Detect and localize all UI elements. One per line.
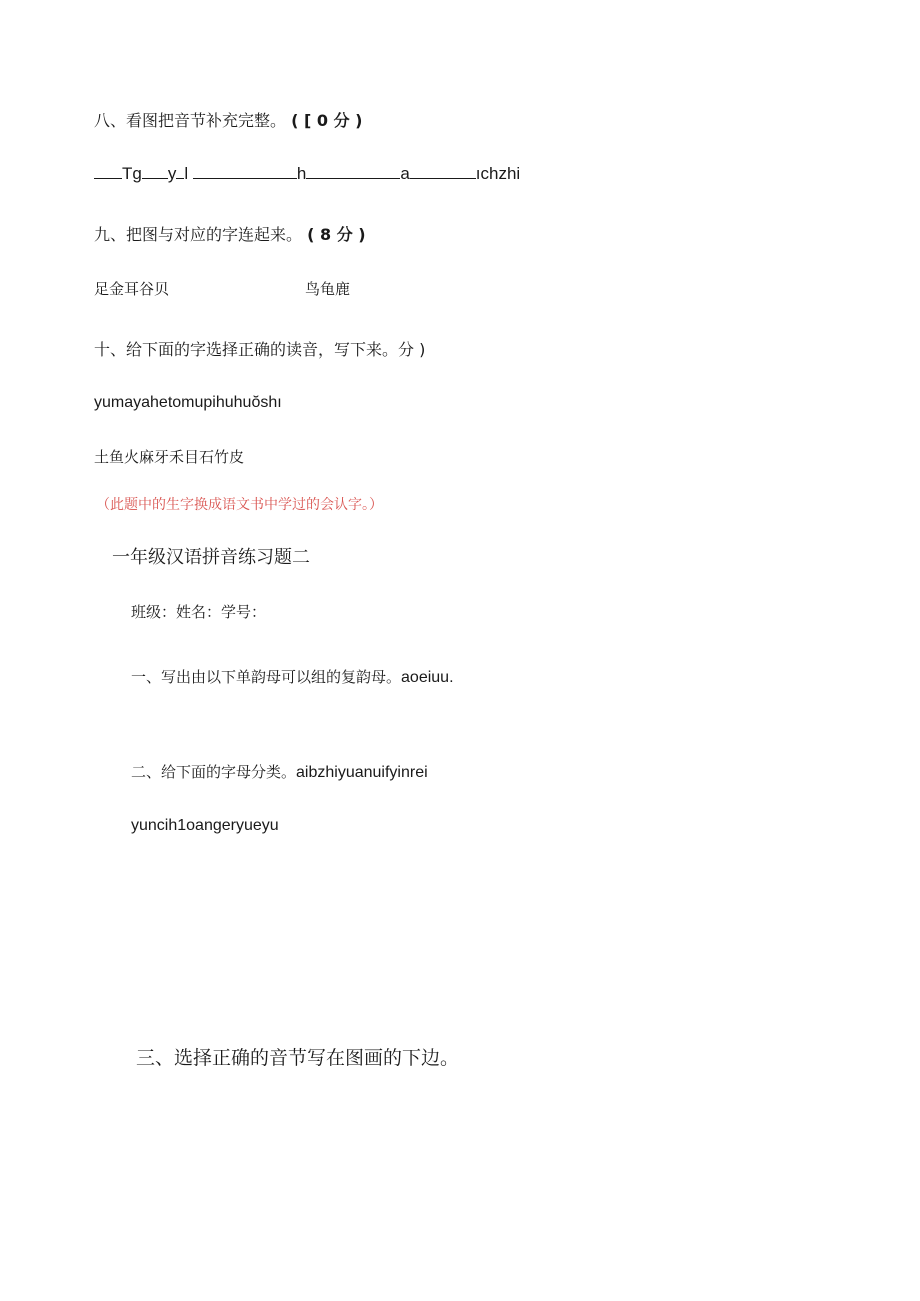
- question-1-letters: aoeiuu.: [401, 669, 454, 686]
- question-2: [131, 761, 428, 782]
- section-8-heading: [94, 108, 362, 131]
- section-9-title: 九、把图与对应的字连起来。: [94, 225, 303, 244]
- section-9-heading: [94, 222, 366, 245]
- section-10-heading: 十、给下面的字选择正确的读音，写下来。分 ): [94, 340, 426, 359]
- section-8-fill-row: [94, 164, 520, 184]
- fill-text: l: [184, 164, 189, 183]
- section-9-group-2: 鸟龟鹿: [305, 280, 351, 298]
- fill-text: a: [400, 164, 410, 183]
- section-10-pinyin: yumayahetomupihuhuŏshı: [94, 394, 282, 411]
- student-info-line: 班级：姓名：学号：: [131, 603, 267, 621]
- fill-text: Tg: [122, 164, 142, 183]
- blank: [94, 164, 122, 179]
- exercise-2-title: 一年级汉语拼音练习题二: [112, 547, 310, 568]
- question-1-label: 一、写出由以下单韵母可以组的复韵母。: [131, 668, 402, 686]
- section-8-score: ( [ 0 分 ): [291, 111, 363, 130]
- section-10-note: （此题中的生字换成语文书中学过的会认字。）: [96, 497, 383, 513]
- fill-text: h: [296, 164, 307, 183]
- question-2-letters-line-2: yuncih1oangeryueyu: [131, 817, 279, 834]
- blank: [410, 164, 476, 179]
- section-8-title: 八、看图把音节补充完整。: [94, 111, 287, 130]
- blank: [142, 164, 168, 179]
- question-1: [131, 666, 454, 687]
- question-2-label: 二、给下面的字母分类。: [131, 763, 297, 781]
- question-2-letters: aibzhiyuanuifyinrei: [296, 764, 428, 781]
- fill-text: y: [167, 164, 177, 183]
- section-9-group-1: 足金耳谷贝: [94, 280, 170, 298]
- blank: [193, 164, 297, 179]
- blank: [306, 164, 400, 179]
- section-10-chars: 土鱼火麻牙禾目石竹皮: [94, 448, 245, 466]
- section-9-score: ( 8 分 ): [307, 225, 366, 244]
- fill-text: ıchzhi: [475, 164, 521, 183]
- question-3-label: 三、选择正确的音节写在图画的下边。: [136, 1047, 460, 1069]
